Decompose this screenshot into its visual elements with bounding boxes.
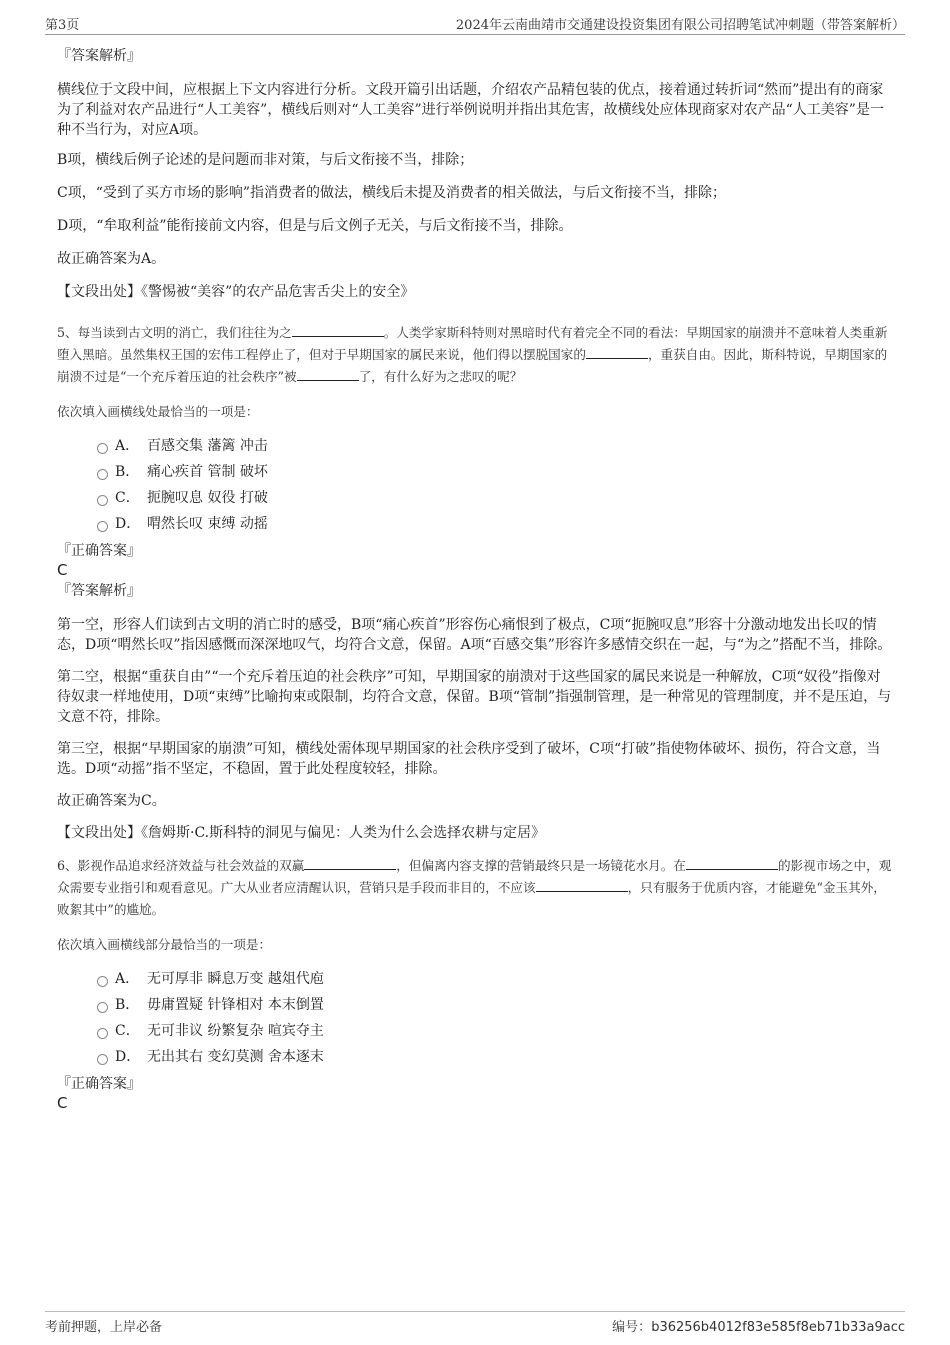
- footer-slogan: 考前押题，上岸必备: [45, 1320, 163, 1335]
- question-prompt: 依次填入画横线部分最恰当的一项是：: [57, 937, 272, 952]
- source-citation: 【文段出处】《詹姆斯·C.斯科特的洞见与偏见：人类为什么会选择农耕与定居》: [57, 825, 546, 841]
- option-a[interactable]: A． 百感交集 藩篱 冲击: [57, 433, 892, 459]
- radio-button[interactable]: [97, 1054, 108, 1065]
- analysis-paragraph: C项，“受到了买方市场的影响”指消费者的做法，横线后未提及消费者的相关做法，与后文衔接不当，排除；: [57, 185, 727, 201]
- radio-button[interactable]: [97, 521, 108, 532]
- question-5-text: 5、每当读到古文明的消亡，我们往往为之 。人类学家斯科特则对黑暗时代有着完全不同的看法：早期国家的崩溃并不意味着人类重新堕入黑暗。虽然集权王国的宏伟工程停止了，但对于早期国家的属民来说，他们得以摆脱国家的 ，重获自由。因此，斯科特说，早期国家的崩溃不过是“一个充斥着压迫的社会秩序”被 了，有什么好为之悲叹的呢？: [57, 322, 892, 388]
- answer-blank: [292, 322, 384, 337]
- conclusion: 故正确答案为C。: [57, 793, 166, 809]
- answer-blank: [686, 855, 778, 870]
- conclusion: 故正确答案为A。: [57, 251, 166, 267]
- analysis-paragraph: 第三空，根据“早期国家的崩溃”可知，横线处需体现早期国家的社会秩序受到了破坏，C项“打破”指使物体破坏、损伤，符合文意，当选。D项“动摇”指不坚定，不稳固，置于此处程度较轻，排除。: [57, 741, 881, 777]
- page-header: [45, 12, 905, 35]
- radio-button[interactable]: [97, 1028, 108, 1039]
- option-b[interactable]: B． 毋庸置疑 针锋相对 本末倒置: [57, 992, 892, 1018]
- options-list: [57, 966, 892, 1070]
- answer-blank: [297, 366, 359, 381]
- analysis-paragraph: D项，“牟取利益”能衔接前文内容，但是与后文例子无关，与后文衔接不当，排除。: [57, 218, 573, 234]
- page-footer: [45, 1311, 905, 1336]
- source-citation: 【文段出处】《警惕被“美容”的农产品危害舌尖上的安全》: [57, 284, 415, 300]
- radio-button[interactable]: [97, 443, 108, 454]
- options-list: [57, 433, 892, 537]
- radio-button[interactable]: [97, 1002, 108, 1013]
- document-code: 编号：b36256b4012f83e585f8eb71b33a9acc: [612, 1320, 905, 1335]
- page-number: 第3页: [45, 18, 80, 33]
- option-c[interactable]: C． 扼腕叹息 奴役 打破: [57, 485, 892, 511]
- option-d[interactable]: D． 喟然长叹 束缚 动摇: [57, 511, 892, 537]
- radio-button[interactable]: [97, 976, 108, 987]
- analysis-paragraph: 第二空，根据“重获自由”“一个充斥着压迫的社会秩序”可知，早期国家的崩溃对于这些国家的属民来说是一种解放，C项“奴役”指像对待奴隶一样地使用，D项“束缚”比喻拘束或限制，均符合文意，保留。B项“管制”指强制管理，是一种常见的管理制度，并不是压迫，与文意不符，排除。: [57, 669, 892, 725]
- question-prompt: 依次填入画横线处最恰当的一项是：: [57, 404, 259, 419]
- radio-button[interactable]: [97, 469, 108, 480]
- correct-answer-label: 『正确答案』: [57, 543, 141, 559]
- analysis-paragraph: 横线位于文段中间，应根据上下文内容进行分析。文段开篇引出话题，介绍农产品精包装的优点，接着通过转折词“然而”提出有的商家为了利益对农产品进行“人工美容”，横线后则对“人工美容”进行举例说明并指出其危害，故横线处应体现商家对农产品“人工美容”是一种不当行为，对应A项。: [57, 82, 884, 138]
- correct-answer: C: [57, 561, 68, 579]
- analysis-label: 『答案解析』: [57, 48, 141, 64]
- option-a[interactable]: A． 无可厚非 瞬息万变 越俎代庖: [57, 966, 892, 992]
- analysis-label: 『答案解析』: [57, 583, 141, 599]
- answer-blank: [586, 344, 648, 359]
- document-title: 2024年云南曲靖市交通建设投资集团有限公司招聘笔试冲刺题（带答案解析）: [455, 18, 905, 33]
- page-content: [57, 46, 892, 1112]
- analysis-paragraph: B项，横线后例子论述的是问题而非对策，与后文衔接不当，排除；: [57, 152, 474, 168]
- option-b[interactable]: B． 痛心疾首 管制 破坏: [57, 459, 892, 485]
- answer-blank: [304, 855, 396, 870]
- answer-blank: [536, 877, 628, 892]
- question-6-text: 6、影视作品追求经济效益与社会效益的双赢 ，但偏离内容支撑的营销最终只是一场镜花水月。在 的影视市场之中，观众需要专业指引和观看意见。广大从业者应清醒认识，营销只是手段而非目的，不应该 ，只有服务于优质内容，才能避免“金玉其外，败絮其中”的尴尬。: [57, 855, 892, 921]
- correct-answer-label: 『正确答案』: [57, 1076, 141, 1092]
- option-d[interactable]: D． 无出其右 变幻莫测 舍本逐末: [57, 1044, 892, 1070]
- option-c[interactable]: C． 无可非议 纷繁复杂 喧宾夺主: [57, 1018, 892, 1044]
- correct-answer: C: [57, 1094, 68, 1112]
- analysis-paragraph: 第一空，形容人们读到古文明的消亡时的感受，B项“痛心疾首”形容伤心痛恨到了极点，C项“扼腕叹息”形容十分激动地发出长叹的情态，D项“喟然长叹”指因感慨而深深地叹气，均符合文意，保留。A项“百感交集”形容许多感情交织在一起，与“为之”搭配不当，排除。: [57, 617, 892, 653]
- radio-button[interactable]: [97, 495, 108, 506]
